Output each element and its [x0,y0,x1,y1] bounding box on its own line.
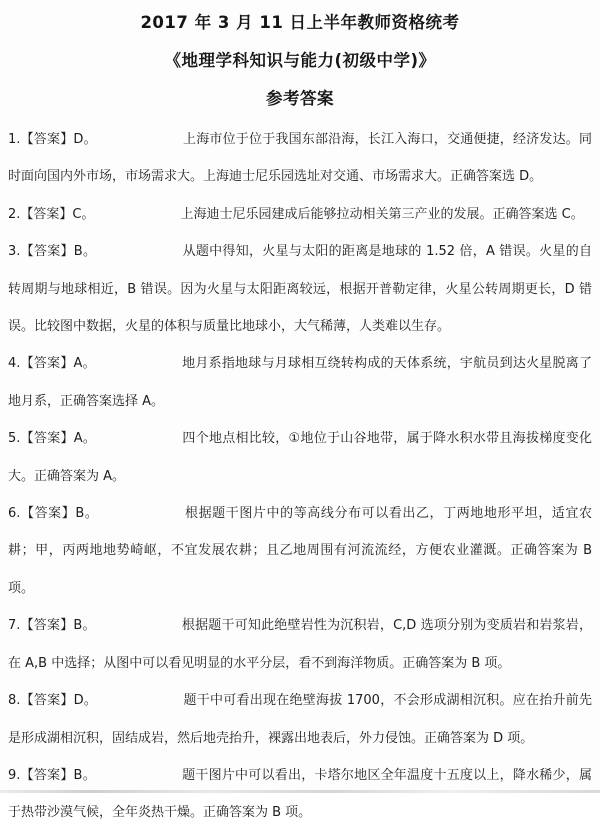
answer-explanation: 地月系指地球与月球相互绕转构成的天体系统，宇航员到达火星脱离了地月系，正确答案选择 A。 [8,356,592,409]
label-explanation-gap [96,628,182,629]
label-explanation-gap [98,516,184,517]
answer-item-3 [8,233,592,345]
answer-label: 4.【答案】A。 [8,356,96,372]
answer-item-5 [8,420,592,495]
answer-explanation: 上海市位于位于我国东部沿海，长江入海口，交通便捷，经济发达。同时面向国内外市场，市场需求大。上海迪士尼乐园选址对交通、市场需求大。正确答案选 D。 [8,132,592,185]
answer-label: 8.【答案】D。 [8,693,98,709]
label-explanation-gap [97,142,183,143]
answer-item-1 [8,121,592,196]
label-explanation-gap [96,778,182,779]
answer-item-9 [8,757,592,832]
answer-explanation: 从题中得知，火星与太阳的距离是地球的 1.52 倍，A 错误。火星的自转周期与地球相近，B 错误。因为火星与太阳距离较远，根据开普勒定律，火星公转周期更长，D 错误。比较图中数据，火星的体积与质量比地球小，大气稀薄，人类难以生存。 [8,244,592,335]
label-explanation-gap [96,254,182,255]
document-header [8,4,592,118]
answer-explanation: 题干中可看出现在绝壁海拔 1700，不会形成湖相沉积。应在抬升前先是形成湖相沉积，固结成岩，然后地壳抬升，裸露出地表后，外力侵蚀。正确答案为 D 项。 [8,693,592,746]
answer-list [8,121,592,832]
answer-explanation: 根据题干可知此绝壁岩性为沉积岩，C,D 选项分别为变质岩和岩浆岩，在 A,B 中选择；从图中可以看见明显的水平分层，看不到海洋物质。正确答案为 B 项。 [8,618,593,671]
answer-explanation: 根据题干图片中的等高线分布可以看出乙，丁两地地形平坦，适宜农耕；甲，丙两地地势崎岖，不宜发展农耕；且乙地周围有河流流经，方便农业灌溉。正确答案为 B 项。 [8,506,592,596]
answer-item-4 [8,345,592,420]
label-explanation-gap [97,703,183,704]
answer-label: 9.【答案】B。 [8,767,96,783]
document-title-exam: 2017 年 3 月 11 日上半年教师资格统考 [140,13,460,32]
answer-item-8 [8,682,592,757]
label-explanation-gap [94,217,180,218]
answer-label: 3.【答案】B。 [8,244,97,260]
answer-item-6 [8,495,592,607]
answer-item-7 [8,607,592,682]
answer-label: 6.【答案】B。 [8,506,99,522]
label-explanation-gap [96,441,182,442]
answer-explanation: 四个地点相比较，①地位于山谷地带，属于降水积水带且海拔梯度变化大。正确答案为 A。 [8,431,593,484]
answer-item-2 [8,196,592,233]
answer-label: 2.【答案】C。 [8,206,95,222]
document-title-reference-answers: 参考答案 [266,89,334,108]
answer-label: 1.【答案】D。 [8,132,97,147]
label-explanation-gap [96,366,182,367]
answer-label: 7.【答案】B。 [8,618,96,634]
answer-explanation: 上海迪士尼乐园建成后能够拉动相关第三产业的发展。正确答案选 C。 [180,206,584,222]
answer-explanation: 题干图片中可以看出，卡塔尔地区全年温度十五度以上，降水稀少，属于热带沙漠气候，全年炎热干燥。正确答案为 B 项。 [8,767,592,821]
document-title-subject: 《地理学科知识与能力(初级中学)》 [164,51,436,70]
answer-label: 5.【答案】A。 [8,431,97,447]
